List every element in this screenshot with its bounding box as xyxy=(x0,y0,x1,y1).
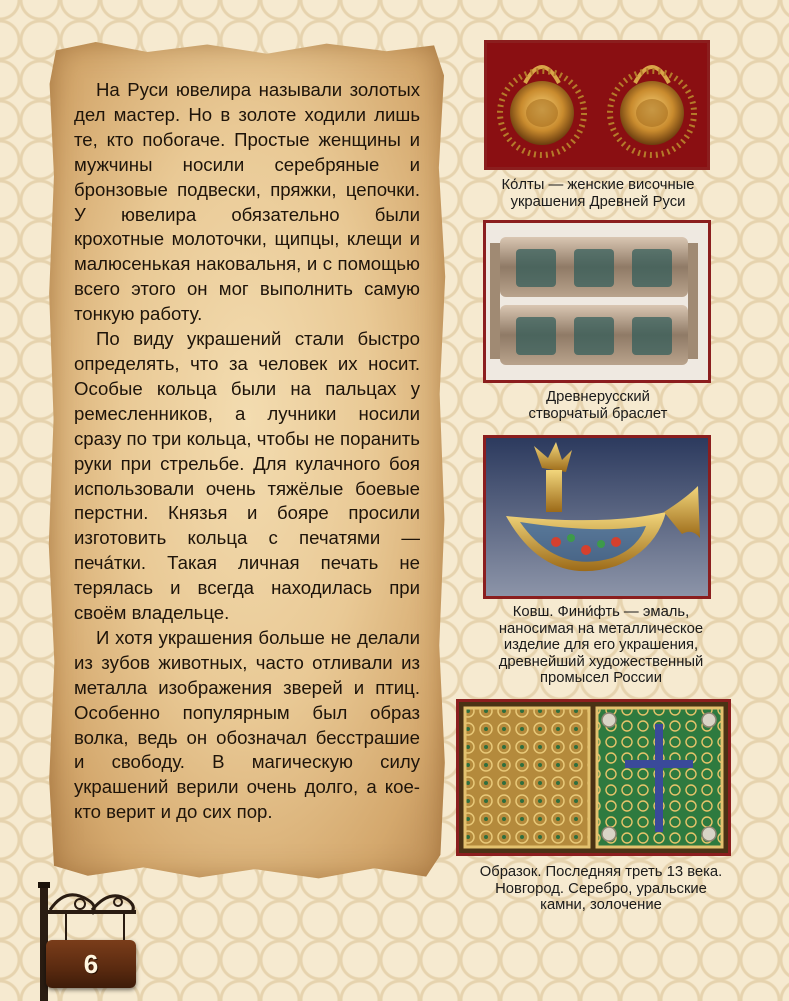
kovsh-ladle-photo xyxy=(483,435,711,599)
kolty-caption: Ко́лты — женские височные украшения Древней Руси xyxy=(501,177,695,210)
paragraph-3: И хотя украшения больше не делали из зубов животных, часто отливали из металла изображения зверей и птиц. Особенно популярным был образ волка, ведь он обозначал бесстрашие и свободу. В магическую силу украшений верили очень долго, а кое-кто верит и до сих пор. xyxy=(74,626,420,823)
bracelet-caption: Древнерусский створчатый браслет xyxy=(528,389,668,422)
page-number: 6 xyxy=(83,948,99,979)
bracelet-photo xyxy=(483,220,711,383)
kolty-earrings-photo xyxy=(484,40,710,170)
obrazok-icon-photo xyxy=(456,699,731,856)
paragraph-2: По виду украшений стали быстро определять, что за человек их носит. Особые кольца были на пальцах у ремесленников, а лучники носили сразу по три кольца, чтобы не поранить руки при стрельбе. Для кулачного боя использовали очень тяжёлые боевые перстни. Князья и бояре просили изготовить кольца с печатями — печáтки. Такая личная печать не терялась и всегда находилась при своём владельце. xyxy=(74,328,420,624)
main-text xyxy=(74,78,420,825)
obrazok-caption: Образок. Последняя треть 13 века. Новгород. Серебро, уральские камни, золочение xyxy=(479,864,723,913)
page-number-sign xyxy=(46,940,136,988)
paragraph-1: На Руси ювелира называли золотых дел мастер. Но в золоте ходили лишь те, кто побогаче. Простые женщины и мужчины носили серебряные и бронзовые подвески, пряжки, цепочки. У ювелира обязательно были крохотные молоточки, щипцы, клещи и малюсенькая наковальня, и с помощью всего этого он мог выполнить самую тонкую работу. xyxy=(74,79,420,325)
kovsh-caption: Ковш. Фини́фть — эмаль, наносимая на металлическое изделие для его украшения, древнейший художественный промысел России xyxy=(498,604,704,686)
